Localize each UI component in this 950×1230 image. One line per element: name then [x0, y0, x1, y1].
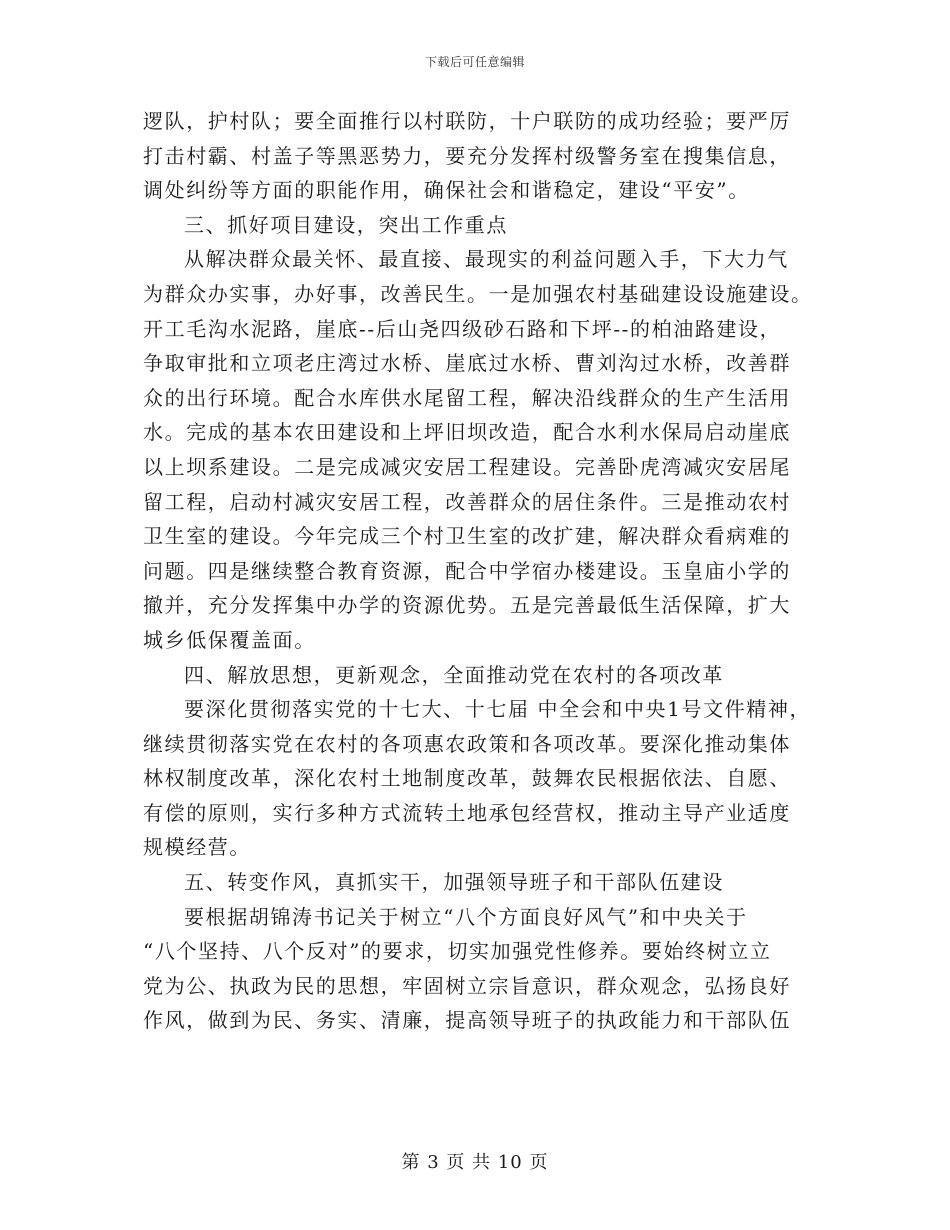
body-line: 要根据胡锦涛书记关于树立“八个方面良好风气”和中央关于 [184, 904, 748, 929]
body-line: 林权制度改革，深化农村土地制度改革，鼓舞农民根据依法、自愿、 [143, 766, 791, 791]
body-line: 作风，做到为民、务实、清廉，提高领导班子的执政能力和干部队伍 [143, 1008, 791, 1033]
body-line: 继续贯彻落实党在农村的各项惠农政策和各项改革。要深化推动集体 [143, 731, 791, 756]
body-line: 为群众办实事，办好事，改善民生。一是加强农村基础建设设施建设。 [143, 281, 813, 306]
body-line: “八个坚持、八个反对”的要求，切实加强党性修养。要始终树立立 [143, 939, 772, 964]
body-line: 从解决群众最关怀、最直接、最现实的利益问题入手，下大力气 [184, 247, 789, 272]
body-line: 留工程，启动村减灾安居工程，改善群众的居住条件。三是推动农村 [143, 489, 791, 514]
body-line: 规模经营。 [143, 835, 251, 860]
section-heading: 四、解放思想，更新观念，全面推动党在农村的各项改革 [184, 662, 724, 687]
body-line: 打击村霸、村盖子等黑恶势力，要充分发挥村级警务室在搜集信息， [143, 143, 791, 168]
body-line: 问题。四是继续整合教育资源，配合中学宿办楼建设。玉皇庙小学的 [143, 558, 791, 583]
body-line: 调处纠纷等方面的职能作用，确保社会和谐稳定，建设“平安”。 [143, 178, 750, 203]
body-line: 开工毛沟水泥路，崖底--后山尧四级砂石路和下坪--的柏油路建设， [143, 316, 782, 341]
page-header-note: 下载后可任意编辑 [424, 55, 525, 69]
body-line: 卫生室的建设。今年完成三个村卫生室的改扩建，解决群众看病难的 [143, 524, 791, 549]
page-number: 第 3 页 共 10 页 [401, 1152, 549, 1173]
body-line: 城乡低保覆盖面。 [143, 627, 316, 652]
body-line: 党为公、执政为民的思想，牢固树立宗旨意识，群众观念，弘扬良好 [143, 973, 791, 998]
section-heading: 三、抓好项目建设，突出工作重点 [184, 212, 508, 237]
body-line: 要深化贯彻落实党的十七大、十七届 中全会和中央1号文件精神， [184, 697, 812, 722]
section-heading: 五、转变作风，真抓实干，加强领导班子和干部队伍建设 [184, 870, 724, 895]
body-line: 撤并，充分发挥集中办学的资源优势。五是完善最低生活保障，扩大 [143, 593, 791, 618]
body-line: 水。完成的基本农田建设和上坪旧坝改造，配合水利水保局启动崖底 [143, 420, 791, 445]
body-line: 逻队，护村队；要全面推行以村联防，十户联防的成功经验；要严厉 [143, 109, 791, 133]
body-line: 众的出行环境。配合水库供水尾留工程，解决沿线群众的生产生活用 [143, 385, 791, 410]
body-line: 有偿的原则，实行多种方式流转土地承包经营权，推动主导产业适度 [143, 800, 791, 825]
body-line: 以上坝系建设。二是完成减灾安居工程建设。完善卧虎湾减灾安居尾 [143, 454, 791, 479]
body-line: 争取审批和立项老庄湾过水桥、崖底过水桥、曹刘沟过水桥，改善群 [143, 351, 791, 376]
document-body [143, 104, 823, 1038]
